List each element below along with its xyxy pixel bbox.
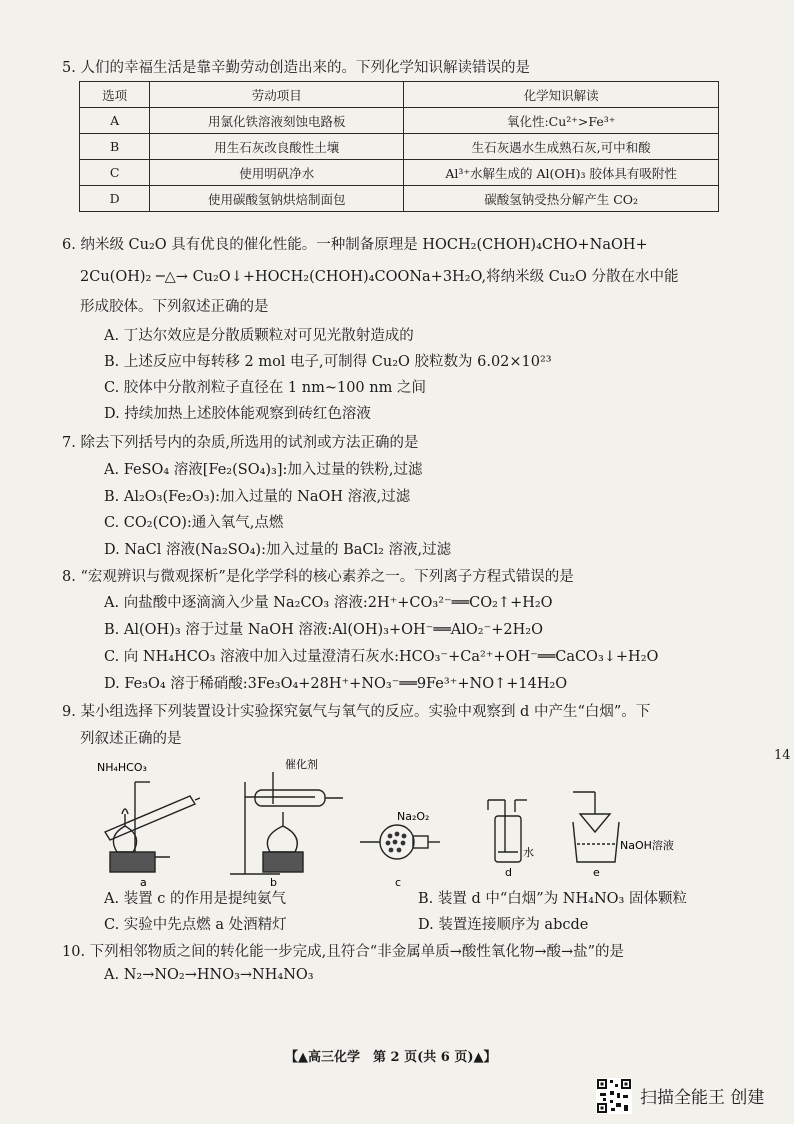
table-cell: C — [80, 160, 150, 186]
apparatus-b — [230, 772, 343, 874]
q7-option-c: C. CO₂(CO):通入氧气,点燃 — [104, 515, 284, 531]
q9-option-a: A. 装置 c 的作用是提纯氨气 — [104, 891, 287, 907]
q6-option-c: C. 胶体中分散剂粒子直径在 1 nm~100 nm 之间 — [104, 380, 426, 396]
table-row — [80, 108, 719, 134]
q7-option-b: B. Al₂O₃(Fe₂O₃):加入过量的 NaOH 溶液,过滤 — [104, 489, 411, 505]
q8-stem: 8. “宏观辨识与微观探析”是化学学科的核心素养之一。下列离子方程式错误的是 — [62, 569, 574, 585]
table-row — [80, 160, 719, 186]
q6-stem-line3: 形成胶体。下列叙述正确的是 — [80, 299, 269, 315]
q5-stem: 5. 人们的幸福生活是靠辛勤劳动创造出来的。下列化学知识解读错误的是 — [62, 60, 530, 76]
q10-option-a: A. N₂→NO₂→HNO₃→NH₄NO₃ — [104, 967, 314, 983]
label-d: d — [505, 866, 512, 879]
table-cell: 使用碳酸氢钠烘焙制面包 — [150, 186, 404, 212]
table-cell: A — [80, 108, 150, 134]
q6-stem-line2: 2Cu(OH)₂ ─△→ Cu₂O↓+HOCH₂(CHOH)₄COONa+3H₂O,将纳米级 Cu₂O 分散在水中能 — [80, 269, 679, 285]
q10-stem: 10. 下列相邻物质之间的转化能一步完成,且符合“非金属单质→酸性氧化物→酸→盐”的是 — [62, 944, 625, 960]
q6-stem-line1: 6. 纳米级 Cu₂O 具有优良的催化性能。一种制备原理是 HOCH₂(CHOH)₄CHO+NaOH+ — [62, 237, 648, 253]
experiment-apparatus — [95, 752, 720, 887]
q6-option-d: D. 持续加热上述胶体能观察到砖红色溶液 — [104, 406, 371, 422]
label-reagent-c: Na₂O₂ — [397, 810, 430, 823]
apparatus-a — [105, 782, 200, 872]
margin-mark: 14 — [774, 748, 791, 763]
label-c: c — [395, 876, 402, 887]
label-a: a — [140, 876, 147, 887]
label-reagent-a: NH₄HCO₃ — [97, 761, 147, 774]
q9-stem-line1: 9. 某小组选择下列装置设计实验探究氨气与氧气的反应。实验中观察到 d 中产生“白烟”。下 — [62, 704, 651, 720]
q5-table — [79, 81, 719, 212]
table-cell: D — [80, 186, 150, 212]
label-catalyst: 催化剂 — [285, 758, 318, 771]
label-e: e — [593, 866, 600, 879]
scanner-watermark: 扫描全能王 创建 — [640, 1088, 765, 1108]
qr-code-icon — [596, 1078, 632, 1114]
apparatus-e — [573, 792, 619, 862]
q8-option-b: B. Al(OH)₃ 溶于过量 NaOH 溶液:Al(OH)₃+OH⁻══AlO₂⁻+2H₂O — [104, 622, 543, 638]
header-option: 选项 — [80, 82, 150, 108]
apparatus-c — [360, 825, 440, 859]
table-cell: 碳酸氢钠受热分解产生 CO₂ — [404, 186, 719, 212]
table-row — [80, 186, 719, 212]
table-cell: Al³⁺水解生成的 Al(OH)₃ 胶体具有吸附性 — [404, 160, 719, 186]
label-water: 水 — [523, 846, 534, 859]
q7-option-d: D. NaCl 溶液(Na₂SO₄):加入过量的 BaCl₂ 溶液,过滤 — [104, 542, 452, 558]
table-cell: 用生石灰改良酸性土壤 — [150, 134, 404, 160]
label-reagent-e: NaOH溶液 — [620, 839, 674, 852]
table-cell: B — [80, 134, 150, 160]
apparatus-d — [488, 800, 527, 862]
q7-option-a: A. FeSO₄ 溶液[Fe₂(SO₄)₃]:加入过量的铁粉,过滤 — [104, 462, 423, 478]
q6-option-b: B. 上述反应中每转移 2 mol 电子,可制得 Cu₂O 胶粒数为 6.02×10²³ — [104, 354, 552, 370]
q8-option-c: C. 向 NH₄HCO₃ 溶液中加入过量澄清石灰水:HCO₃⁻+Ca²⁺+OH⁻══CaCO₃↓+H₂O — [104, 649, 659, 665]
q7-stem: 7. 除去下列括号内的杂质,所选用的试剂或方法正确的是 — [62, 435, 419, 451]
q9-stem-line2: 列叙述正确的是 — [80, 731, 182, 747]
label-b: b — [270, 876, 277, 887]
table-cell: 氧化性:Cu²⁺>Fe³⁺ — [404, 108, 719, 134]
table-cell: 使用明矾净水 — [150, 160, 404, 186]
q9-option-d: D. 装置连接顺序为 abcde — [418, 917, 589, 933]
page-footer: 【▲高三化学 第 2 页(共 6 页)▲】 — [285, 1050, 497, 1065]
q9-option-b: B. 装置 d 中“白烟”为 NH₄NO₃ 固体颗粒 — [418, 891, 687, 907]
q9-option-c: C. 实验中先点燃 a 处酒精灯 — [104, 917, 287, 933]
header-labor: 劳动项目 — [150, 82, 404, 108]
table-row — [80, 134, 719, 160]
q8-option-d: D. Fe₃O₄ 溶于稀硝酸:3Fe₃O₄+28H⁺+NO₃⁻══9Fe³⁺+NO↑+14H₂O — [104, 676, 568, 692]
q6-option-a: A. 丁达尔效应是分散质颗粒对可见光散射造成的 — [104, 328, 414, 344]
table-cell: 用氯化铁溶液刻蚀电路板 — [150, 108, 404, 134]
table-header-row — [80, 82, 719, 108]
table-cell: 生石灰遇水生成熟石灰,可中和酸 — [404, 134, 719, 160]
header-knowledge: 化学知识解读 — [404, 82, 719, 108]
q8-option-a: A. 向盐酸中逐滴滴入少量 Na₂CO₃ 溶液:2H⁺+CO₃²⁻══CO₂↑+H₂O — [104, 595, 553, 611]
